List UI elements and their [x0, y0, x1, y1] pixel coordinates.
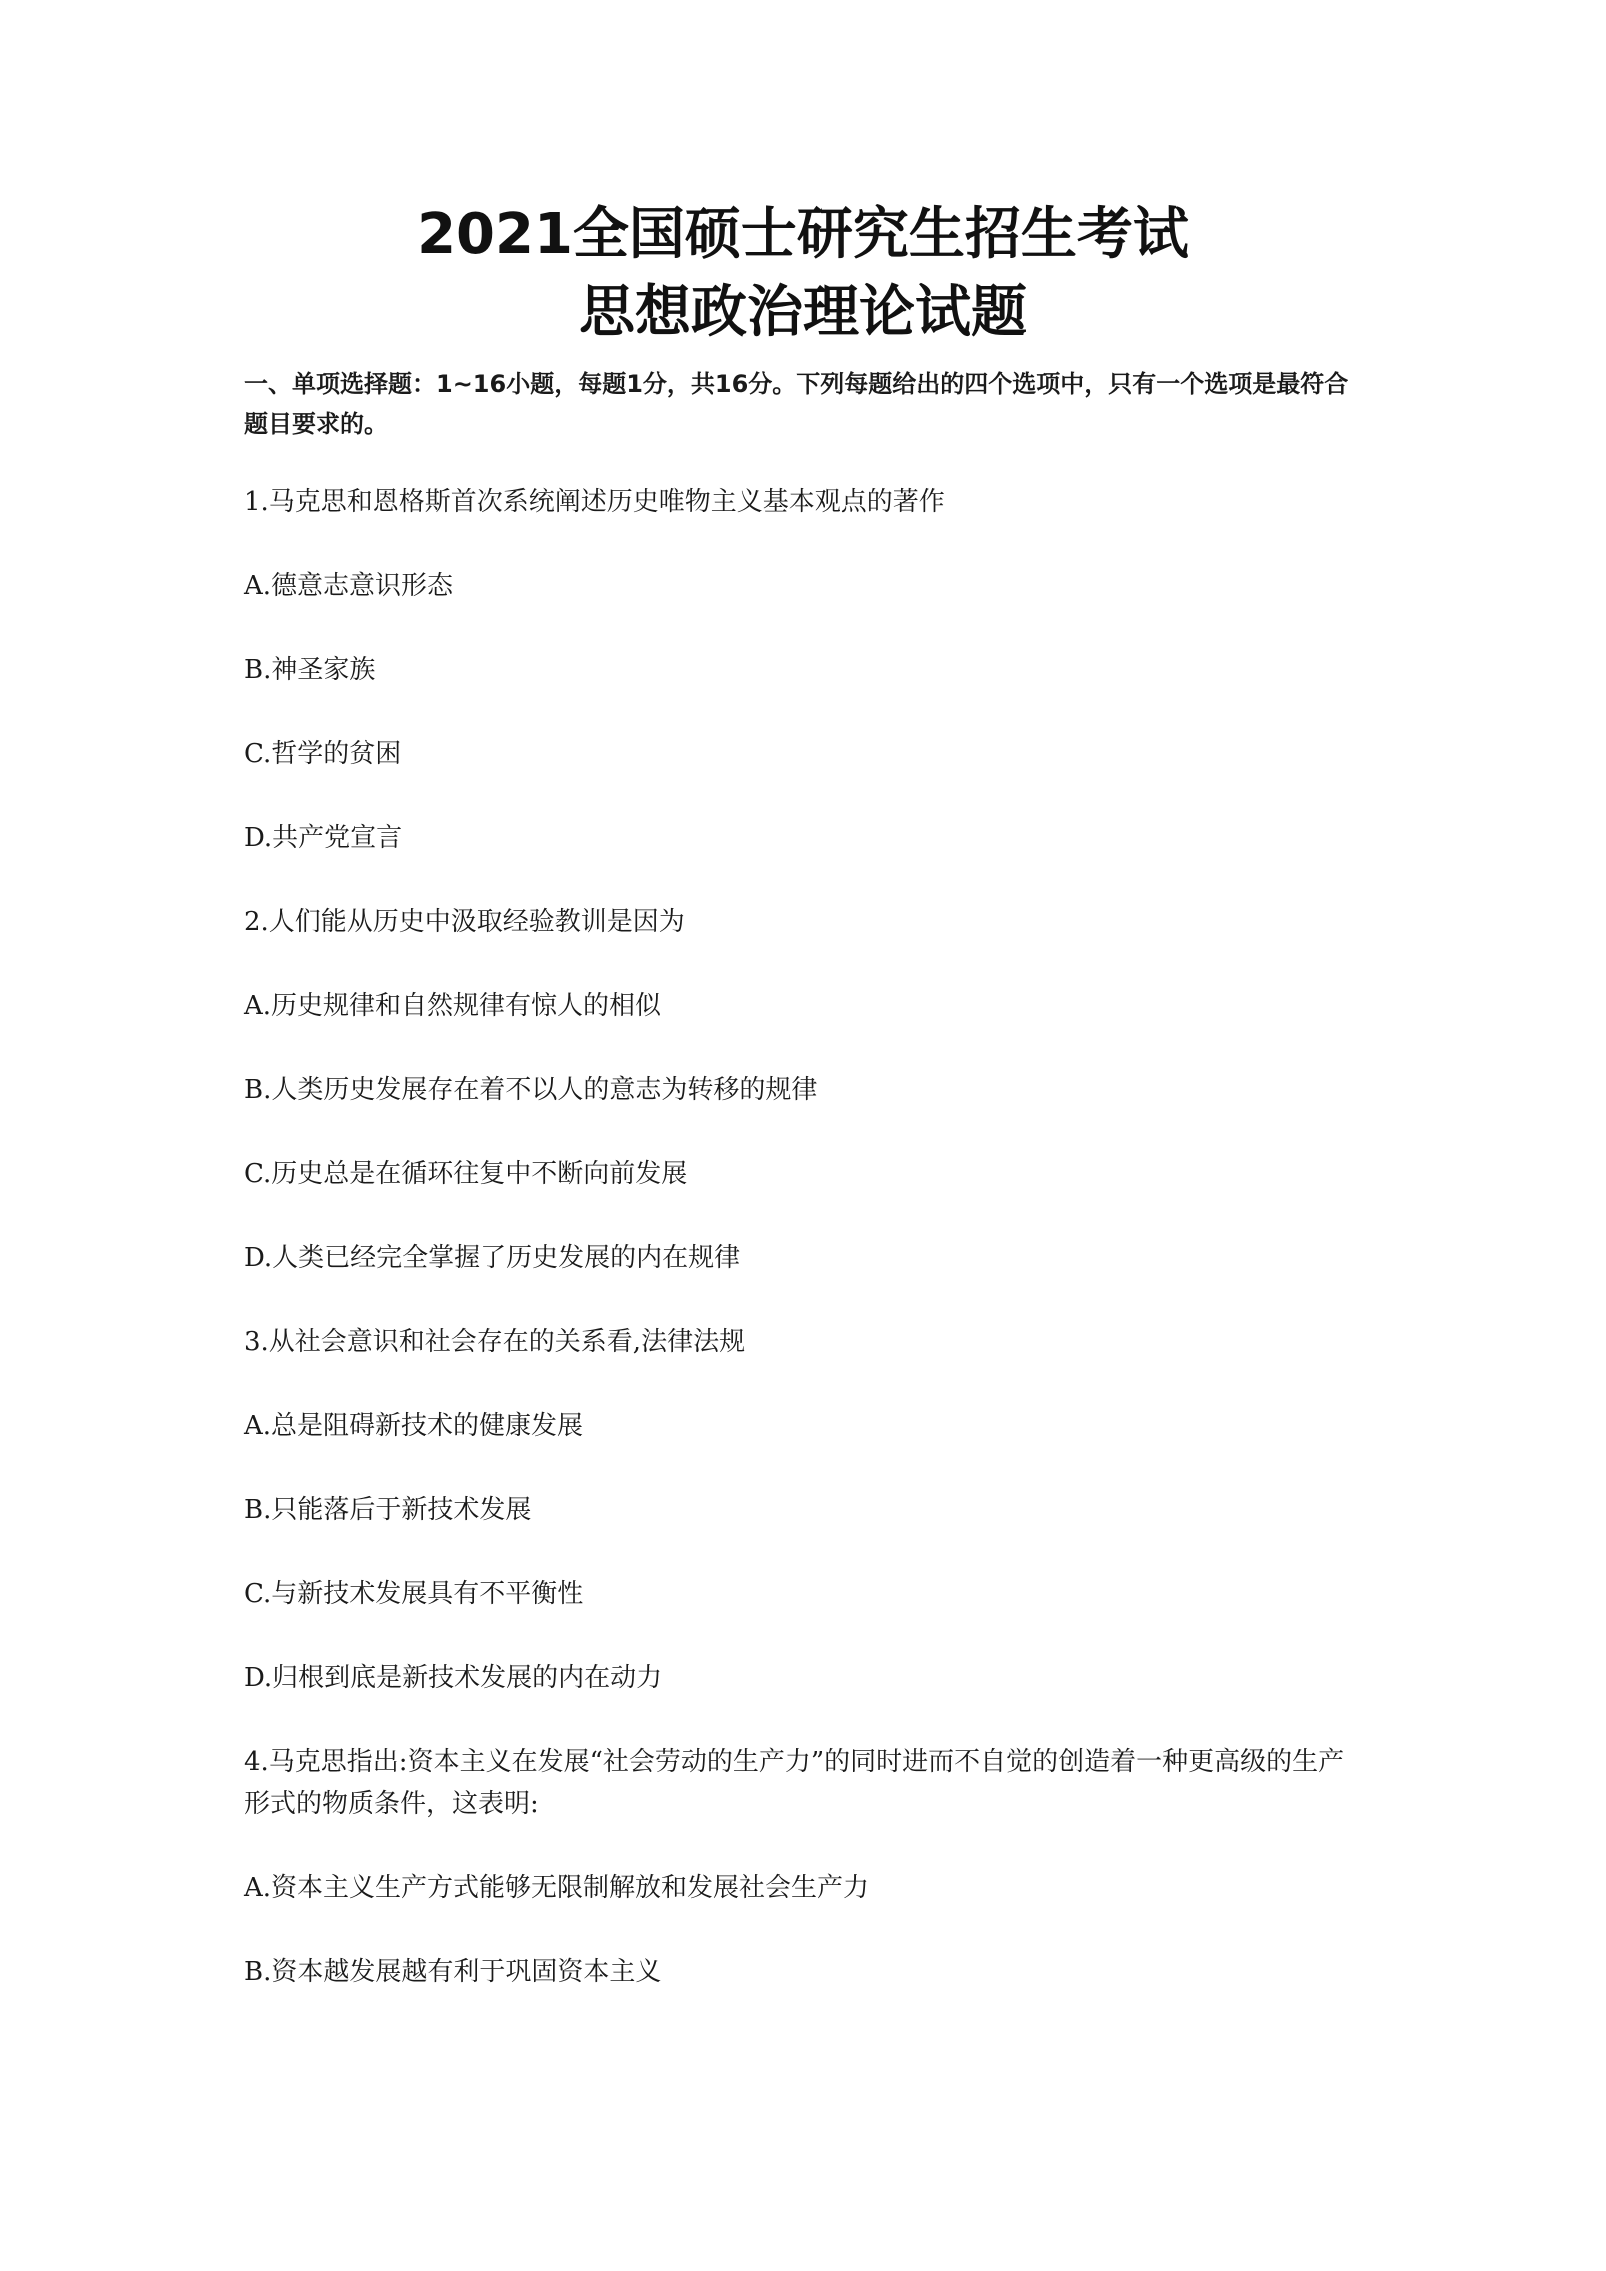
answer-option: D.归根到底是新技术发展的内在动力	[244, 1663, 663, 1693]
answer-option: D.人类已经完全掌握了历史发展的内在规律	[244, 1243, 741, 1273]
title-line-2: 思想政治理论试题	[579, 280, 1027, 345]
answer-option: A.资本主义生产方式能够无限制解放和发展社会生产力	[244, 1873, 870, 1903]
answer-option: C.哲学的贫困	[244, 739, 402, 769]
question-stem: 1.马克思和恩格斯首次系统阐述历史唯物主义基本观点的著作	[244, 487, 945, 517]
answer-option: C.与新技术发展具有不平衡性	[244, 1579, 584, 1609]
answer-option: B.只能落后于新技术发展	[244, 1495, 532, 1525]
question-stem: 2.人们能从历史中汲取经验教训是因为	[244, 907, 685, 937]
answer-option: A.德意志意识形态	[244, 571, 454, 601]
exam-content	[244, 364, 1364, 2035]
document-title	[0, 196, 1606, 352]
answer-option: A.总是阻碍新技术的健康发展	[244, 1411, 584, 1441]
answer-option: B.人类历史发展存在着不以人的意志为转移的规律	[244, 1075, 818, 1105]
answer-option: C.历史总是在循环往复中不断向前发展	[244, 1159, 688, 1189]
answer-option: B.神圣家族	[244, 655, 376, 685]
section-instructions: 一、单项选择题：1~16小题，每题1分，共16分。下列每题给出的四个选项中，只有一个选项是最符合题目要求的。	[244, 370, 1349, 438]
answer-option: A.历史规律和自然规律有惊人的相似	[244, 991, 662, 1021]
answer-option: D.共产党宣言	[244, 823, 403, 853]
question-stem: 3.从社会意识和社会存在的关系看,法律法规	[244, 1327, 746, 1357]
question-stem: 4.马克思指出:资本主义在发展“社会劳动的生产力”的同时进而不自觉的创造着一种更高级的生产形式的物质条件，这表明:	[244, 1747, 1345, 1819]
answer-option: B.资本越发展越有利于巩固资本主义	[244, 1957, 662, 1987]
title-line-1: 2021全国硕士研究生招生考试	[417, 202, 1189, 267]
